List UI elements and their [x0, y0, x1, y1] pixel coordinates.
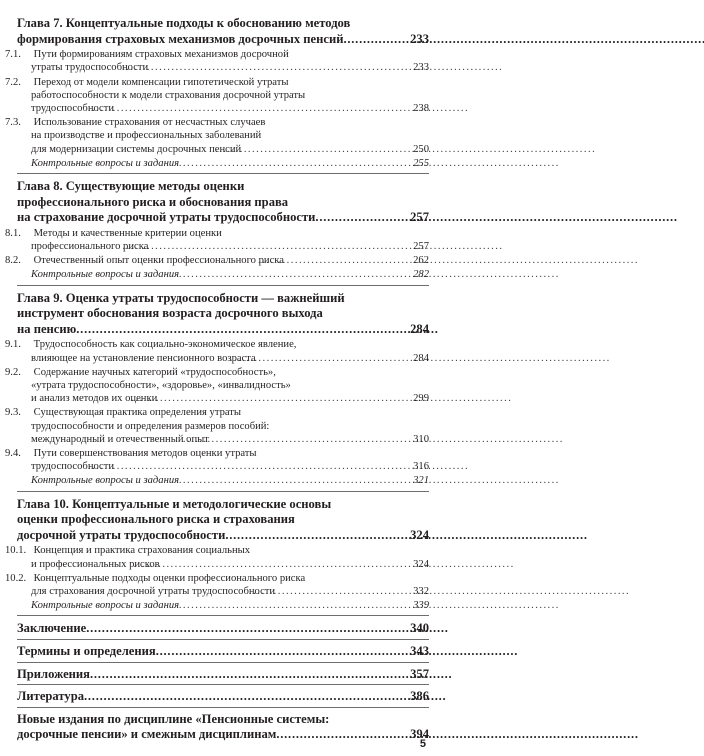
section-page: 284	[413, 352, 429, 364]
chapter-title	[17, 16, 429, 47]
section-page: 238	[413, 103, 429, 114]
section-title-line: для модернизации системы досрочных пенсий	[31, 143, 242, 155]
back-matter-title: Новые издания по дисциплине «Пенсионные системы:	[17, 711, 330, 726]
section-title-line: утраты трудоспособности	[31, 62, 149, 74]
section-entry: 9.3. Существующая практика определения утраты трудоспособности и определения размеров пособий: международный и отечественный опыт . . . 310	[17, 406, 429, 446]
dot-leader	[275, 585, 411, 598]
section-title-line: «утрата трудоспособности», «здоровье», «инвалидность»	[31, 380, 291, 391]
chapter-title-line: Глава 10. Концептуальные и методологические основы	[17, 496, 332, 511]
section-title-line: Пути формированиям страховых механизмов досрочной	[33, 49, 289, 61]
section-entry: 7.2. Переход от модели компенсации гипотетической утраты работоспособности к модели страхования досрочной утраты трудоспособности . . . 238	[17, 76, 429, 116]
back-matter-title: Литература	[17, 689, 85, 704]
section-entry: 10.1. Концепция и практика страхования социальных и профессиональных рисков . . . 324	[17, 544, 429, 570]
section-title-line: и анализ методов их оценки	[31, 393, 158, 405]
back-matter-page: 386	[410, 689, 429, 704]
dot-leader	[241, 143, 411, 156]
chapter-7	[5, 16, 429, 174]
section-title-line: Использование страхования от несчастных случаев	[33, 117, 266, 129]
section-title-line: Переход от модели компенсации гипотетической утраты	[33, 76, 289, 88]
dot-leader	[157, 392, 411, 405]
section-title-line: работоспособности к модели страхования досрочной утраты	[31, 89, 306, 101]
questions-entry	[17, 157, 429, 170]
section-title-line: Содержание научных категорий «трудоспособность»,	[33, 366, 276, 378]
back-matter-page: 357	[410, 666, 429, 681]
dot-leader	[179, 474, 411, 487]
section-entry: 9.2. Содержание научных категорий «трудоспособность», «утрата трудоспособности», «здоровье», «инвалидность» и анализ методов их оценки . . . 299	[17, 366, 429, 406]
back-matter-page: 340	[410, 621, 429, 636]
questions-label: Контрольные вопросы и задания	[31, 600, 180, 612]
section-title-line: для страхования досрочной утраты трудоспособности	[31, 586, 276, 598]
dot-leader	[343, 32, 408, 48]
chapter-title-line: оценки профессионального риска и страхования	[17, 512, 295, 527]
questions-entry	[17, 268, 429, 281]
section-title-line: Концептуальные подходы оценки профессионального риска	[33, 572, 306, 584]
page-number: 5	[419, 738, 426, 750]
dot-leader	[114, 102, 411, 115]
section-title-line: профессионального риска	[31, 241, 149, 252]
section-entry: 7.1. Пути формированиям страховых механизмов досрочной утраты трудоспособности . . . 233	[17, 48, 429, 74]
chapter-page: 324	[410, 527, 429, 542]
back-matter-appendices	[17, 667, 429, 686]
dot-leader	[90, 667, 408, 683]
dot-leader	[160, 558, 411, 571]
questions-label: Контрольные вопросы и задания	[31, 269, 180, 281]
chapter-title-line: на пенсию	[17, 321, 77, 336]
back-matter-page: 394	[410, 727, 429, 742]
section-entry: 7.3. Использование страхования от несчастных случаев на производстве и профессиональных заболеваний для модернизации системы досрочных пенсий . . . 250	[17, 116, 429, 156]
section-entry: 8.1. Методы и качественные критерии оценки профессионального риска . . . 257	[17, 227, 429, 253]
back-matter-title: Термины и определения	[17, 644, 156, 659]
chapter-9	[5, 290, 429, 492]
dot-leader	[179, 157, 411, 170]
section-title-line: и профессиональных рисков	[31, 558, 160, 570]
section-title-line: трудоспособности	[31, 103, 115, 114]
chapter-title	[17, 291, 429, 338]
chapter-title-line: досрочной утраты трудоспособности	[17, 527, 226, 542]
dot-leader	[76, 322, 408, 338]
chapter-10	[5, 496, 429, 617]
back-matter-conclusion	[17, 621, 429, 640]
back-matter-title: Приложения	[17, 666, 90, 681]
dot-leader	[179, 268, 411, 281]
chapter-title-line: профессионального риска и обоснования права	[17, 194, 289, 209]
dot-leader	[179, 599, 411, 612]
dot-leader	[225, 528, 408, 544]
chapter-page: 233	[410, 31, 429, 46]
section-entry: 10.2. Концептуальные подходы оценки профессионального риска для страхования досрочной утраты трудоспособности . . . 332	[17, 572, 429, 598]
section-title-line: трудоспособности и определения размеров пособий:	[31, 420, 270, 432]
section-entry: 8.2. Отечественный опыт оценки профессионального риска . . . 262	[17, 254, 429, 267]
questions-label: Контрольные вопросы и задания	[31, 157, 180, 169]
questions-entry	[17, 474, 429, 487]
chapter-8	[5, 179, 429, 286]
questions-page: 255	[413, 157, 429, 169]
section-title-line: Существующая практика определения утраты	[33, 407, 242, 419]
chapter-title-line: Глава 7. Концептуальные подходы к обоснованию методов	[17, 16, 351, 30]
back-matter-title: досрочные пенсии» и смежным дисциплинам	[17, 727, 277, 742]
section-title-line: Методы и качественные критерии оценки	[33, 227, 222, 239]
section-page: 233	[413, 62, 429, 74]
dot-leader	[84, 689, 408, 705]
questions-page: 282	[413, 269, 429, 281]
chapter-title	[17, 497, 429, 544]
chapter-page: 257	[410, 210, 429, 225]
section-entry: 9.1. Трудоспособность как социально-экономическое явление, влияющее на установление пенсионного возраста . . . 284	[17, 338, 429, 364]
dot-leader	[156, 644, 408, 660]
dot-leader	[148, 61, 411, 74]
section-title-line: Трудоспособность как социально-экономическое явление,	[33, 339, 297, 351]
questions-page: 339	[413, 600, 429, 612]
back-matter-glossary	[17, 644, 429, 663]
section-page: 332	[413, 586, 429, 598]
chapter-title-line: Глава 8. Существующие методы оценки	[17, 179, 245, 194]
dot-leader	[114, 460, 411, 473]
dot-leader	[315, 210, 408, 226]
section-page: 257	[413, 241, 429, 252]
section-title-line: влияющее на установление пенсионного возраста	[31, 352, 256, 364]
back-matter-new-editions	[17, 712, 429, 745]
dot-leader	[86, 621, 408, 637]
section-page: 262	[413, 255, 429, 267]
dot-leader	[276, 727, 408, 743]
section-title-line: Отечественный опыт оценки профессионального риска	[33, 255, 284, 267]
chapter-page: 284	[410, 321, 429, 336]
section-title-line: Концепция и практика страхования социальных	[33, 545, 251, 557]
questions-label: Контрольные вопросы и задания	[31, 475, 180, 487]
questions-page: 321	[413, 475, 429, 487]
section-page: 250	[413, 143, 429, 155]
chapter-title-line: на страхование досрочной утраты трудоспособности	[17, 210, 316, 225]
chapter-title-line: формирования страховых механизмов досрочных пенсий	[17, 31, 344, 46]
dot-leader	[209, 433, 411, 446]
section-page: 316	[413, 461, 429, 473]
back-matter-title: Заключение	[17, 621, 87, 636]
section-page: 324	[413, 558, 429, 570]
dot-leader	[284, 254, 411, 267]
questions-entry	[17, 599, 429, 612]
dot-leader	[256, 352, 411, 365]
section-title-line: на производстве и профессиональных заболеваний	[31, 130, 262, 142]
section-entry: 9.4. Пути совершенствования методов оценки утраты трудоспособности . . . 316	[17, 447, 429, 473]
chapter-title-line: Глава 9. Оценка утраты трудоспособности — важнейший	[17, 290, 345, 305]
table-of-contents	[5, 16, 429, 749]
section-page: 310	[413, 433, 429, 445]
chapter-title-line: инструмент обоснования возраста досрочного выхода	[17, 306, 323, 321]
back-matter-page: 343	[410, 644, 429, 659]
section-title-line: международный и отечественный опыт	[31, 433, 209, 445]
section-page: 299	[413, 393, 429, 405]
back-matter-literature	[17, 689, 429, 708]
chapter-title	[17, 179, 429, 226]
dot-leader	[148, 240, 411, 253]
section-title-line: Пути совершенствования методов оценки утраты	[33, 448, 257, 460]
section-title-line: трудоспособности	[31, 461, 115, 473]
